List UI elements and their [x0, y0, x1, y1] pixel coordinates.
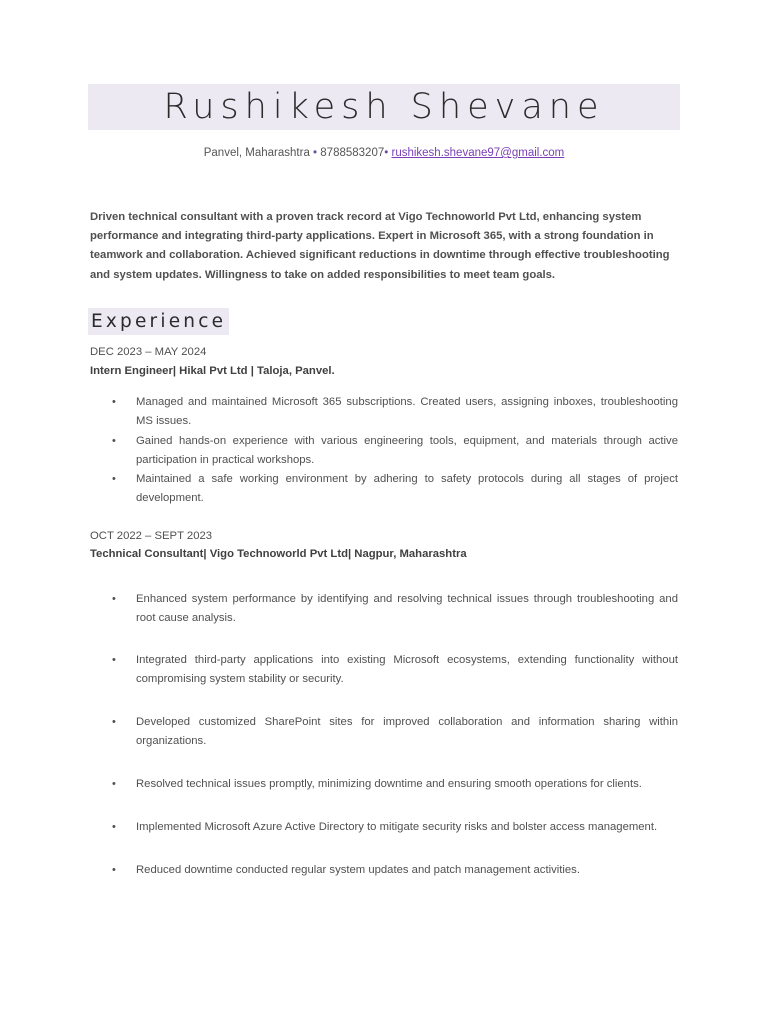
contact-separator: •	[309, 147, 321, 159]
list-item-text: Maintained a safe working environment by adhering to safety protocols during all stages of project development.	[136, 473, 678, 505]
contact-line	[0, 147, 768, 159]
name-banner	[88, 84, 680, 130]
contact-separator: •	[384, 147, 392, 159]
bullet-icon: •	[112, 473, 116, 485]
bullet-icon: •	[112, 396, 116, 408]
phone-number: 8788583207	[320, 147, 385, 159]
list-item	[112, 393, 678, 431]
bullet-icon: •	[112, 593, 116, 605]
location: Panvel, Maharashtra	[203, 147, 310, 159]
list-item-text: Integrated third-party applications into existing Microsoft ecosystems, extending functionality without compromising system stability or security.	[136, 654, 678, 686]
list-item	[112, 470, 678, 508]
list-item-text: Developed customized SharePoint sites for improved collaboration and information sharing within organizations.	[136, 716, 678, 748]
list-item-text: Managed and maintained Microsoft 365 subscriptions. Created users, assigning inboxes, troubleshooting MS issues.	[136, 396, 678, 428]
list-item	[112, 590, 678, 628]
list-item	[112, 713, 678, 751]
bullet-icon: •	[112, 716, 116, 728]
list-item-text: Enhanced system performance by identifying and resolving technical issues through troubleshooting and root cause analysis.	[136, 593, 678, 625]
list-item-text: Gained hands-on experience with various engineering tools, equipment, and materials through active participation in practical workshops.	[136, 435, 678, 467]
email-link[interactable]: rushikesh.shevane97@gmail.com	[391, 147, 565, 159]
bullet-icon: •	[112, 821, 116, 833]
bullet-icon: •	[112, 864, 116, 876]
professional-summary: Driven technical consultant with a proven track record at Vigo Technoworld Pvt Ltd, enhancing system performance and integrating third-party applications. Expert in Microsoft 365, with a strong foundation in teamwork and collaboration. Achieved significant reductions in downtime through effective troubleshooting and system updates. Willingness to take on added responsibilities to meet team goals.	[90, 211, 670, 281]
section-heading-label: Experience	[91, 311, 227, 332]
bullet-icon: •	[112, 435, 116, 447]
job-dates: DEC 2023 – MAY 2024	[90, 346, 207, 358]
list-item	[112, 651, 678, 689]
list-item-text: Reduced downtime conducted regular system updates and patch management activities.	[136, 864, 580, 876]
job-title: Technical Consultant| Vigo Technoworld Pvt Ltd| Nagpur, Maharashtra	[90, 548, 467, 560]
job-title: Intern Engineer| Hikal Pvt Ltd | Taloja, Panvel.	[90, 365, 335, 377]
list-item	[112, 861, 678, 880]
list-item	[112, 432, 678, 470]
candidate-name: Rushikesh Shevane	[163, 87, 605, 127]
list-item-text: Resolved technical issues promptly, minimizing downtime and ensuring smooth operations for clients.	[136, 778, 642, 790]
section-heading-experience	[88, 308, 229, 335]
list-item	[112, 818, 678, 837]
bullet-icon: •	[112, 654, 116, 666]
list-item	[112, 775, 678, 794]
bullet-icon: •	[112, 778, 116, 790]
list-item-text: Implemented Microsoft Azure Active Directory to mitigate security risks and bolster access management.	[136, 821, 658, 833]
job-dates: OCT 2022 – SEPT 2023	[90, 530, 213, 542]
